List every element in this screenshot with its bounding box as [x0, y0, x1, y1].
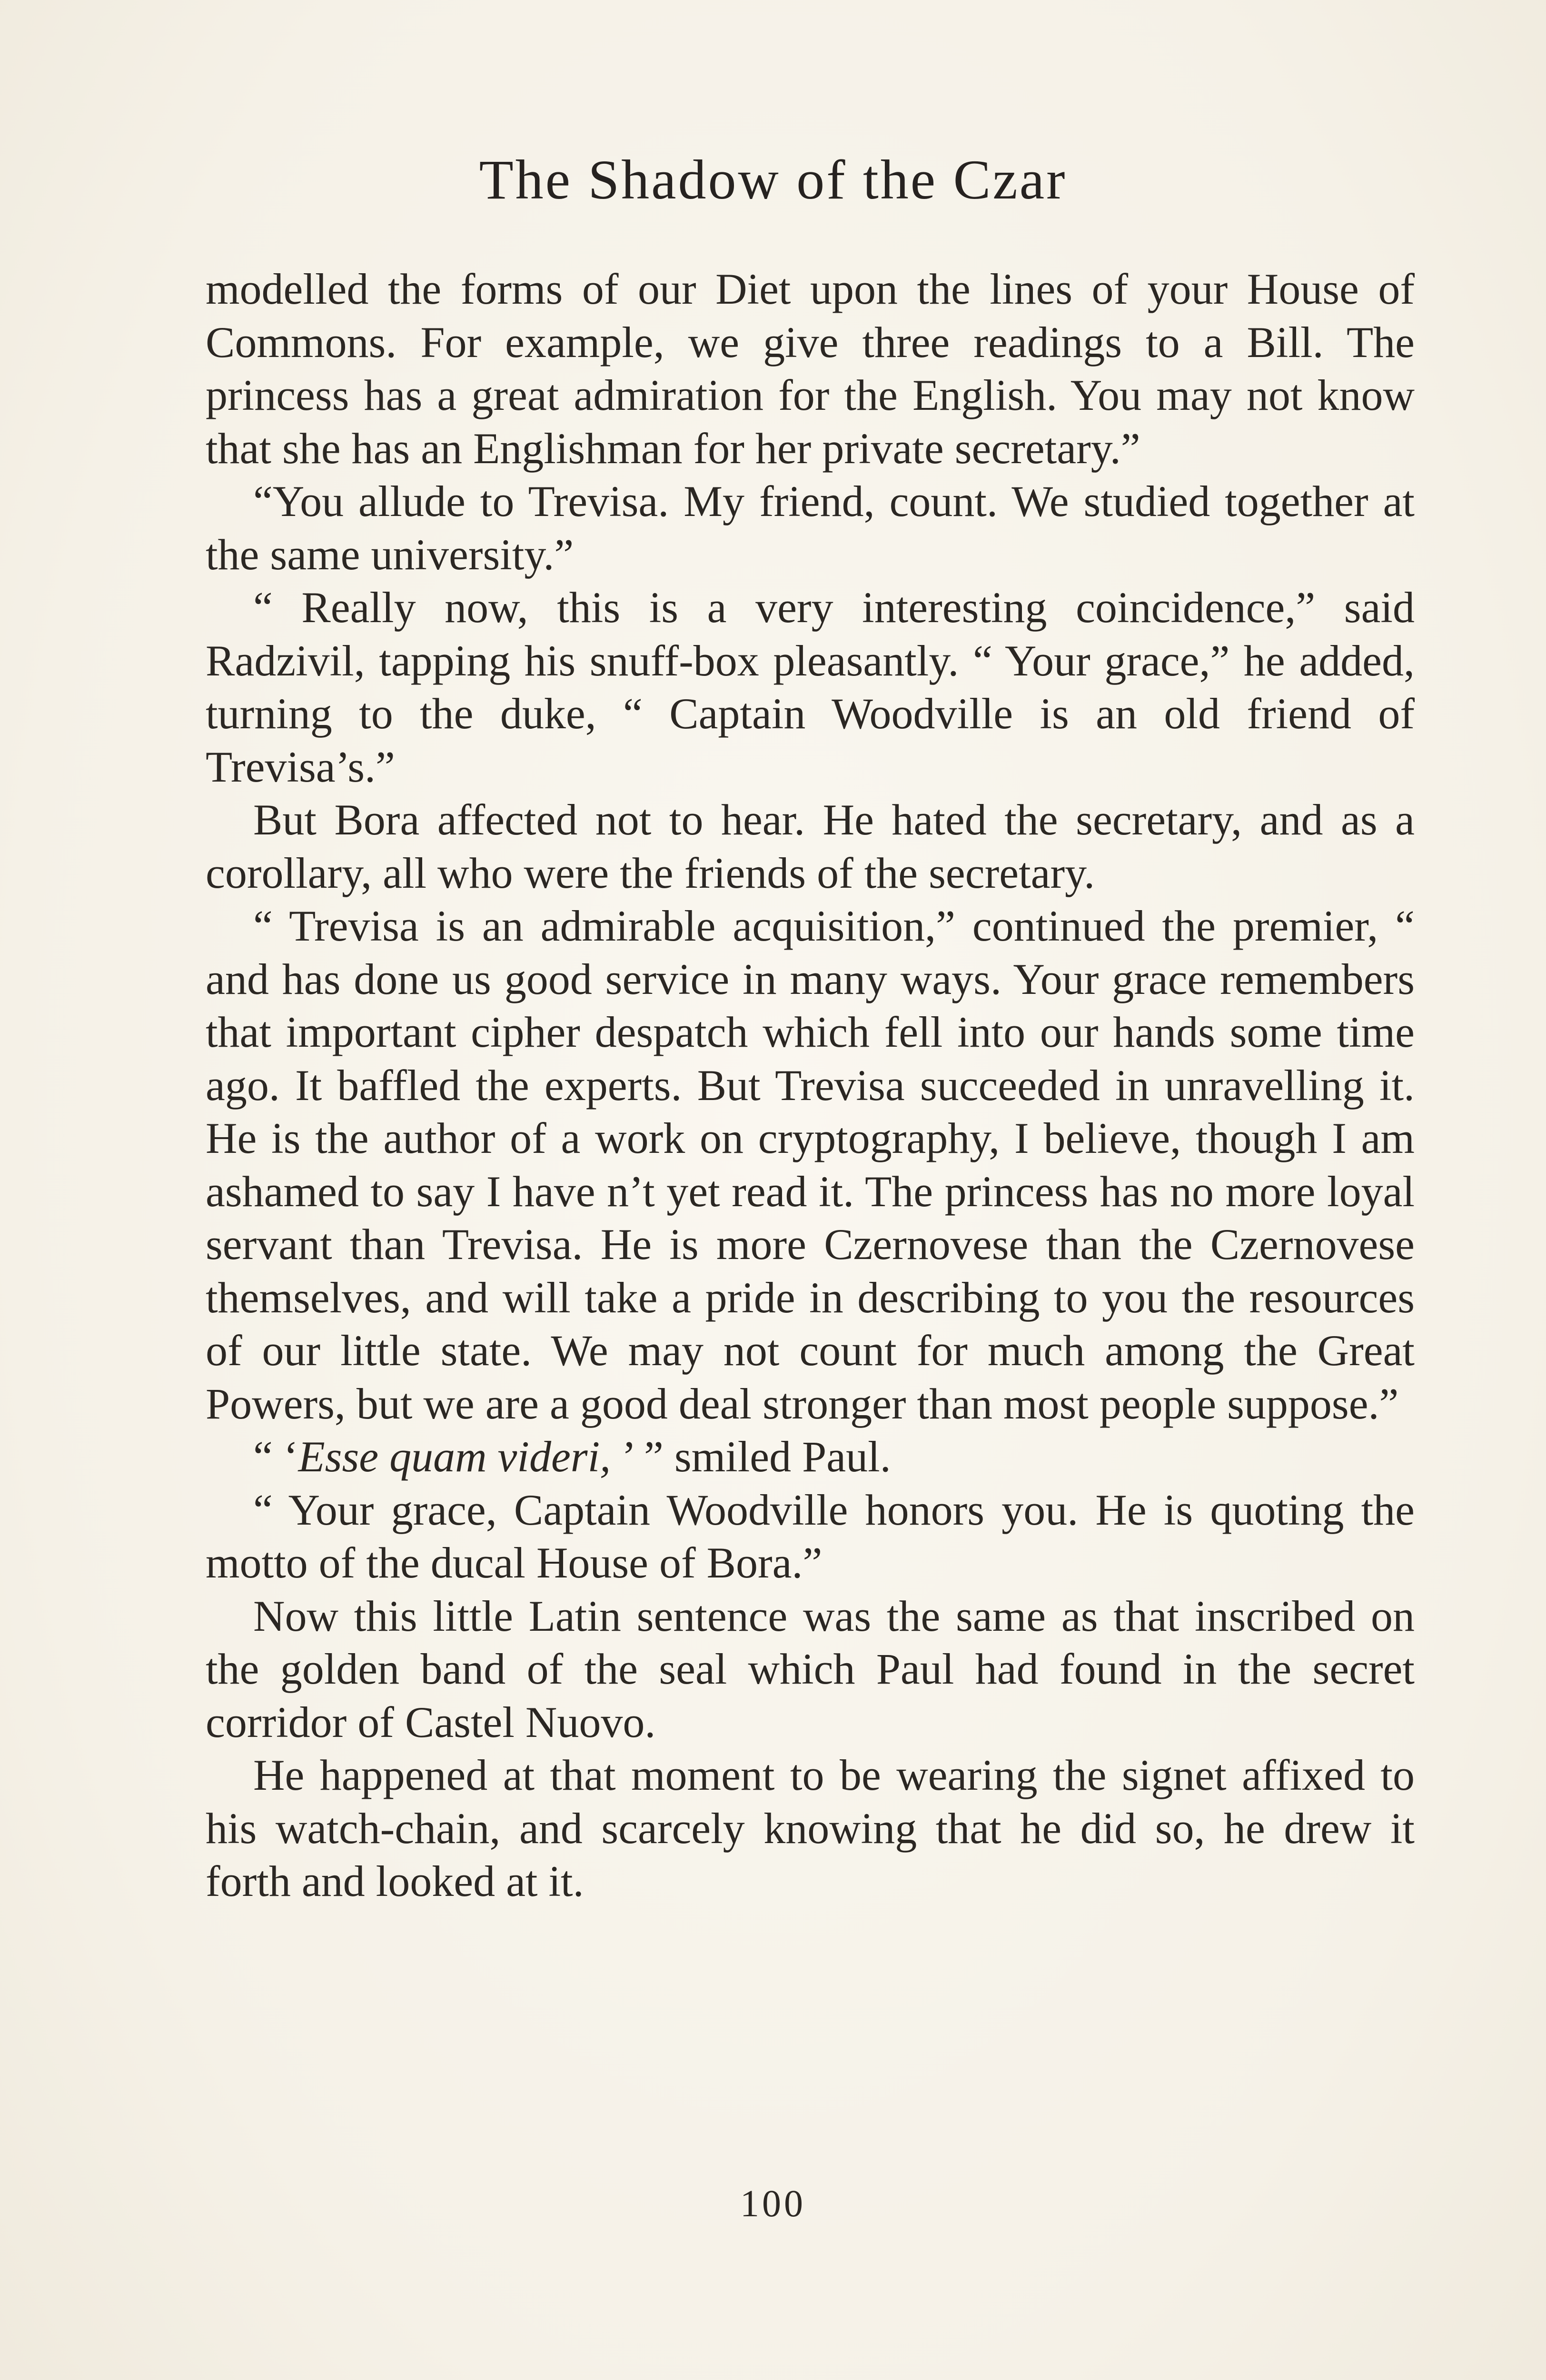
- paragraph-3: “ Really now, this is a very interesting coincidence,” said Radzivil, tapping his snuff-box pleasantly. “ Your grace,” he added, turning to the duke, “ Captain Woodville is an old friend of Trevisa’s.”: [206, 583, 1415, 791]
- running-head: The Shadow of the Czar: [479, 149, 1067, 211]
- body-text: [206, 263, 1415, 1908]
- paragraph-8: He happened at that moment to be wearing the signet affixed to his watch-chain, and scarcely knowing that he did so, he drew it forth and looked at it.: [206, 1751, 1415, 1905]
- paragraph-1: modelled the forms of our Diet upon the lines of your House of Commons. For example, we give three readings to a Bill. The princess has a great admiration for the English. You may not know that she has an Englishman for her private secretary.”: [206, 265, 1415, 473]
- page-number: 100: [740, 2183, 806, 2225]
- quote-close: ’ ”: [611, 1432, 664, 1481]
- paragraph-latin-quote: [206, 1430, 1415, 1484]
- latin-motto: Esse quam videri,: [298, 1432, 611, 1481]
- paragraph-5: “ Trevisa is an admirable acquisition,” continued the premier, “ and has done us good service in many ways. Your grace remembers that important cipher despatch which fell into our hands some time ago. It baffled the experts. But Trevisa succeeded in unravelling it. He is the author of a work on cryptography, I believe, though I am ashamed to say I have n’t yet read it. The princess has no more loyal servant than Trevisa. He is more Czernovese than the Czernovese themselves, and will take a pride in describing to you the resources of our little state. We may not count for much among the Great Powers, but we are a good deal stronger than most people suppose.”: [206, 902, 1415, 1428]
- quote-rest: smiled Paul.: [663, 1432, 891, 1481]
- paragraph-7: Now this little Latin sentence was the same as that inscribed on the golden band of the seal which Paul had found in the secret corridor of Castel Nuovo.: [206, 1591, 1415, 1746]
- paragraph-4: But Bora affected not to hear. He hated the secretary, and as a corollary, all who were the friends of the secretary.: [206, 795, 1415, 897]
- paragraph-6: “ Your grace, Captain Woodville honors you. He is quoting the motto of the ducal House of Bora.”: [206, 1485, 1415, 1587]
- quote-open: “ ‘: [253, 1432, 298, 1481]
- paragraph-2: “You allude to Trevisa. My friend, count. We studied together at the same university.”: [206, 477, 1415, 579]
